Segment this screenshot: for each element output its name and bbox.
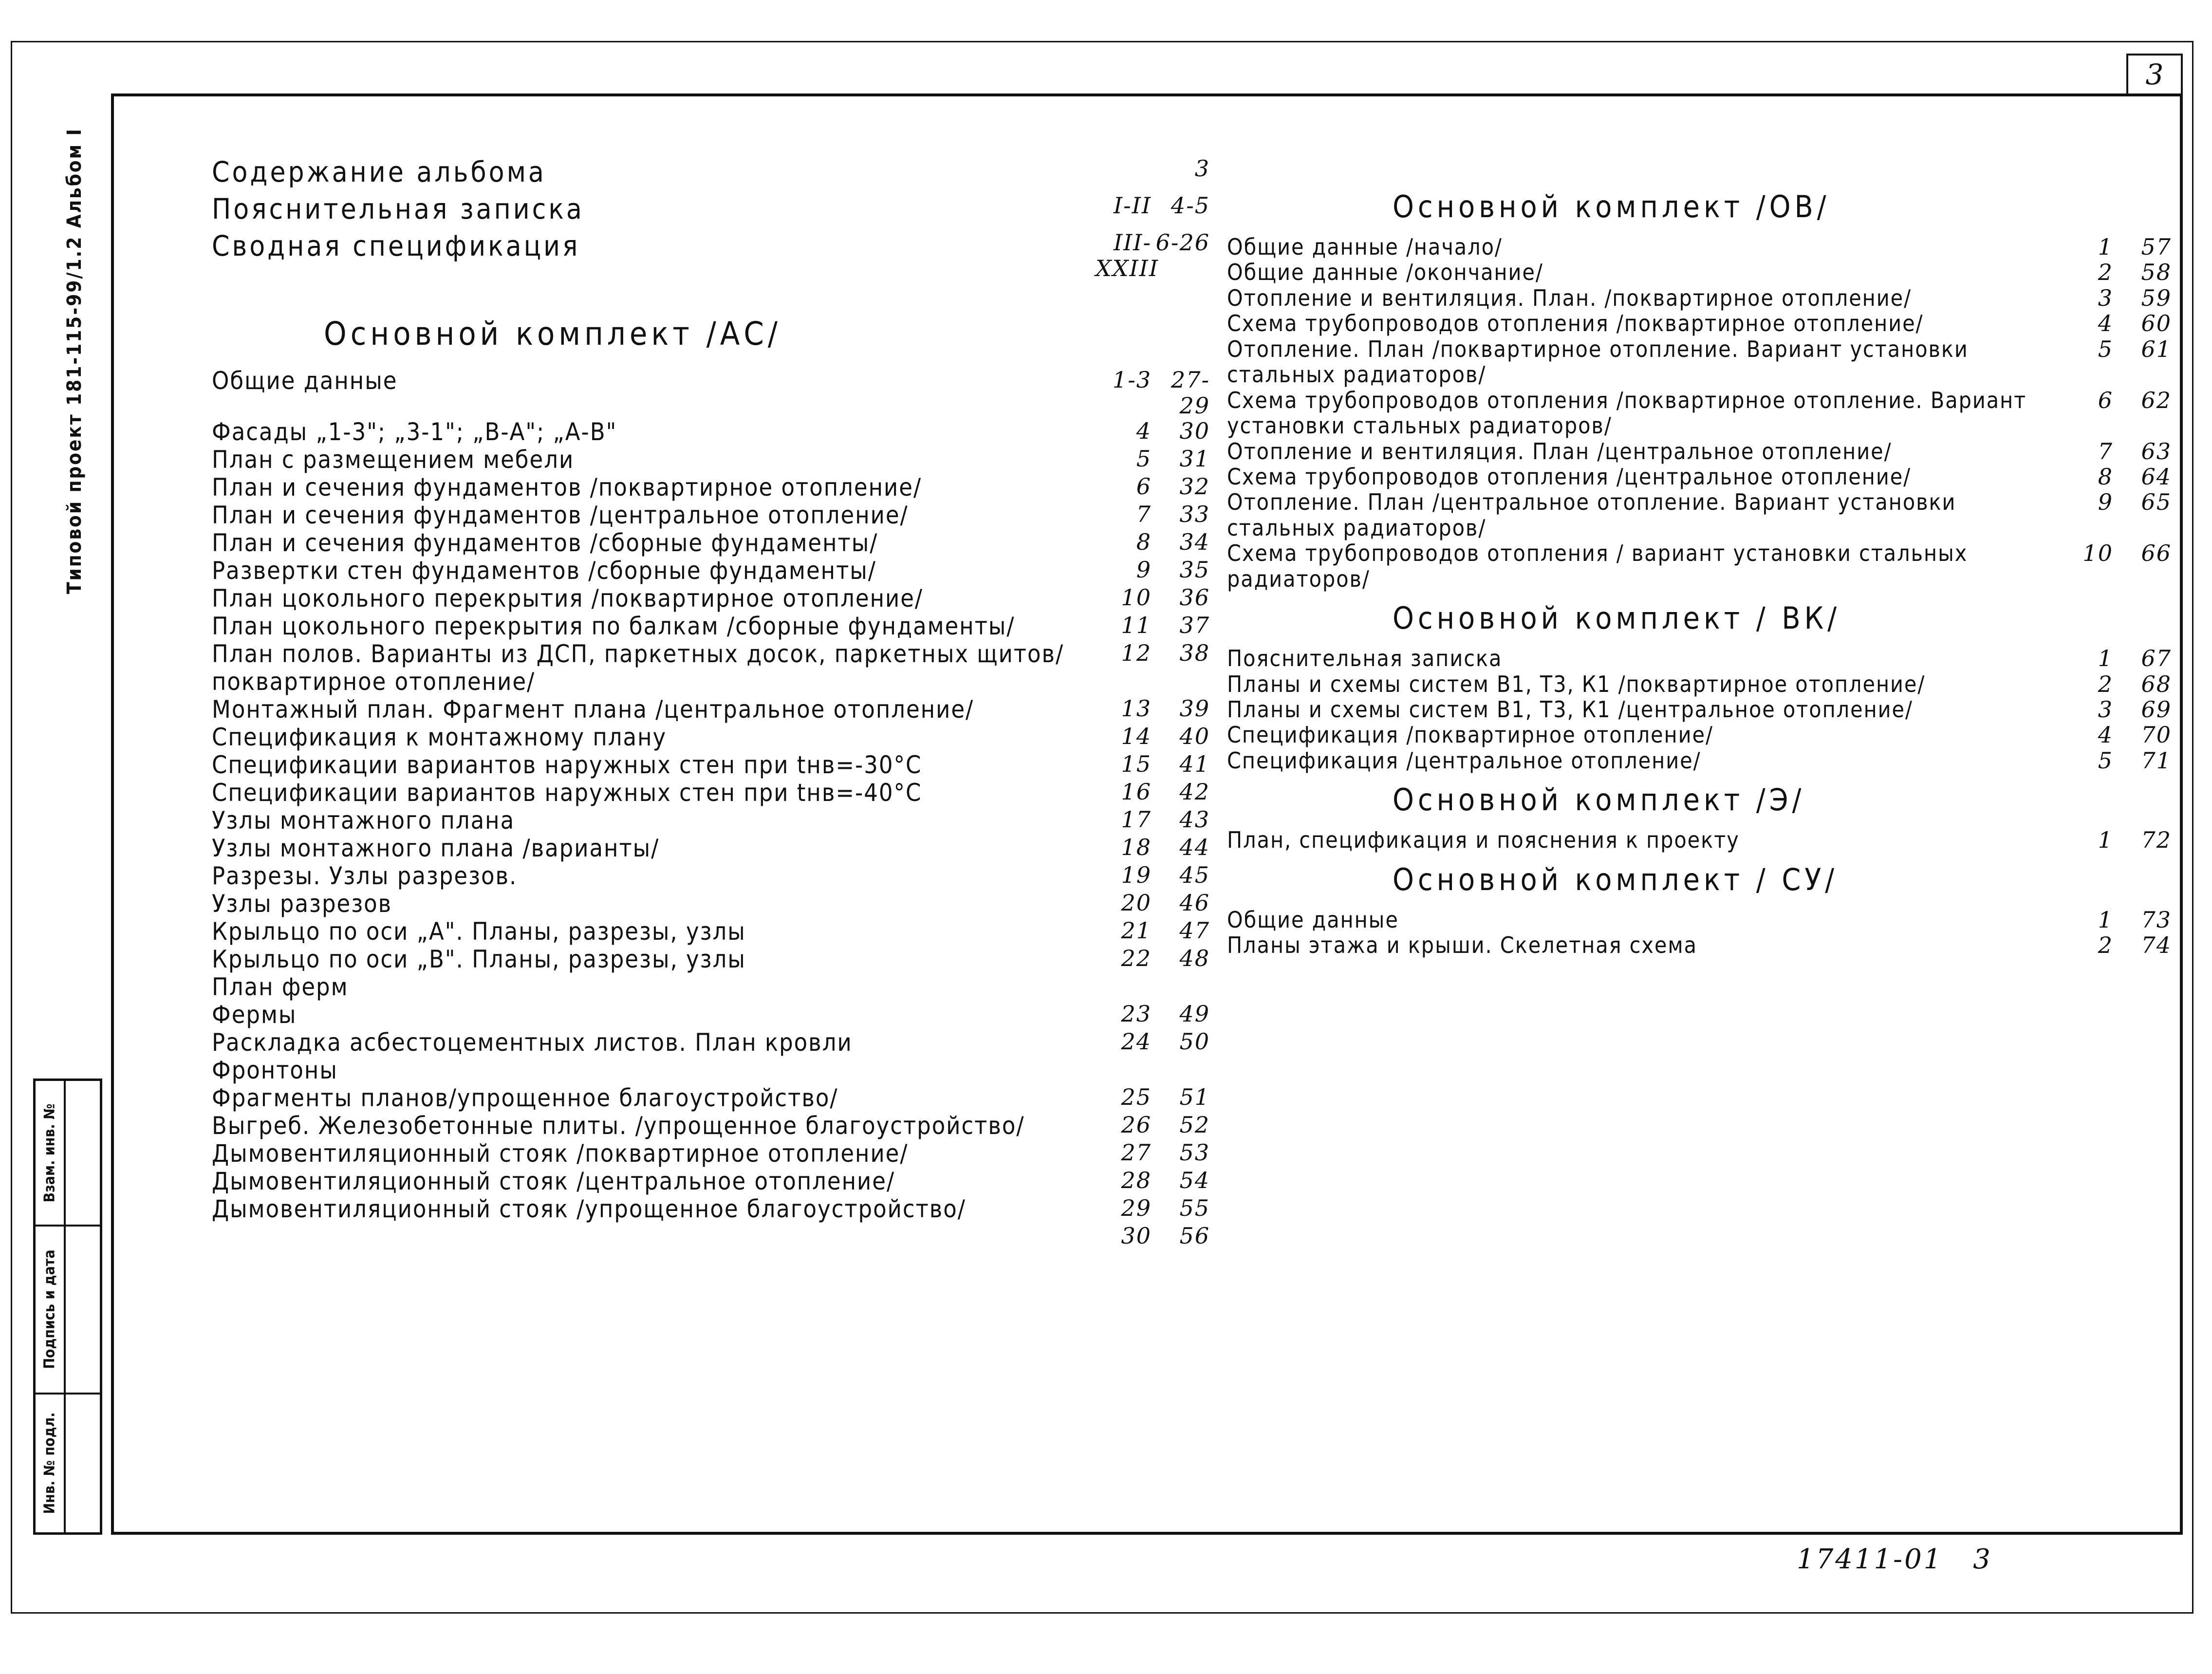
item-page: 40: [1179, 723, 1210, 749]
list-item: [212, 890, 1210, 918]
item-page: 34: [1179, 528, 1210, 555]
item-title: Крыльцо по оси „А". Планы, разрезы, узлы: [212, 917, 746, 946]
document-code-page: 3: [1973, 1544, 1992, 1575]
item-sheet: 3: [2098, 696, 2113, 723]
item-sheet: 4: [2098, 310, 2113, 337]
document-code: [1797, 1544, 1992, 1575]
list-item: [212, 474, 1210, 502]
list-item: [212, 1084, 1210, 1112]
item-page: 51: [1179, 1083, 1210, 1110]
item-page: 67: [2141, 645, 2172, 672]
item-page: 46: [1179, 889, 1210, 916]
item-page: 70: [2141, 722, 2172, 748]
list-item: [212, 1140, 1210, 1168]
list-item: [212, 973, 1210, 1001]
list-item: [212, 367, 1210, 418]
item-page: 41: [1179, 750, 1210, 777]
item-sheet: 10: [2082, 540, 2113, 567]
contents-left-column: [212, 156, 1210, 1248]
item-title: Монтажный план. Фрагмент плана /центральное отопление/: [212, 695, 974, 724]
item-sheet: 12: [1121, 639, 1152, 666]
list-item: [212, 230, 1210, 281]
item-title: Спецификация /центральное отопление/: [1227, 747, 1701, 774]
item-page: 64: [2141, 463, 2172, 490]
item-sheet: 9: [1136, 556, 1152, 583]
item-title: Спецификации вариантов наружных стен при tнв=-30°С: [212, 750, 922, 779]
list-item: [1227, 748, 2172, 773]
item-page: 62: [2141, 387, 2172, 413]
item-sheet: I-II: [1113, 192, 1152, 219]
item-sheet: 1: [2098, 906, 2113, 933]
stamp-label: Инв. № подл.: [41, 1412, 58, 1514]
list-item: [212, 529, 1210, 557]
list-item: [212, 156, 1210, 188]
item-title: Спецификации вариантов наружных стен при tнв=-40°С: [212, 778, 922, 807]
item-title: Узлы разрезов: [212, 889, 392, 918]
item-sheet: 25: [1121, 1083, 1152, 1110]
intro-list: [212, 156, 1210, 281]
item-sheet: 18: [1121, 834, 1152, 860]
item-title: Планы этажа и крыши. Скелетная схема: [1227, 932, 1697, 959]
list-item: [1227, 464, 2172, 489]
list-item: [212, 1168, 1210, 1195]
item-sheet: 2: [2098, 932, 2113, 959]
section-heading: Основной комплект /АС/: [324, 315, 781, 353]
item-page: 50: [1179, 1028, 1210, 1055]
list-item: [212, 1195, 1210, 1223]
item-page: 33: [1179, 501, 1210, 527]
item-title: Отопление и вентиляция. План /центральное отопление/: [1227, 438, 1892, 465]
item-page: 61: [2141, 335, 2172, 362]
item-title: План с размещением мебели: [212, 445, 575, 474]
item-sheet: 1: [2098, 645, 2113, 672]
item-sheet: 30: [1121, 1222, 1152, 1249]
item-title: Крыльцо по оси „В". Планы, разрезы, узлы: [212, 945, 746, 973]
item-title: Фасады „1-3"; „3-1"; „В-А"; „А-В": [212, 417, 617, 446]
item-sheet: 1-3: [1112, 367, 1152, 393]
item-page: 45: [1179, 861, 1210, 888]
item-page: 4-5: [1171, 192, 1210, 219]
item-title: План ферм: [212, 972, 349, 1001]
section-list: [212, 367, 1210, 1248]
item-sheet: 27: [1121, 1139, 1152, 1166]
item-sheet: 5: [2098, 747, 2113, 774]
section-list: [1227, 827, 2172, 853]
item-sheet: 8: [1136, 528, 1152, 555]
section-heading: Основной комплект / СУ/: [1393, 861, 1839, 897]
item-title: Схема трубопроводов отопления /центральное отопление/: [1227, 463, 1912, 490]
list-item: [212, 1057, 1210, 1084]
item-title: Отопление. План /поквартирное отопление. Вариант установки стальных радиаторов/: [1227, 335, 1969, 388]
item-title: Планы и схемы систем В1, Т3, К1 /поквартирное отопление/: [1227, 670, 1926, 697]
list-item: [1227, 234, 2172, 260]
item-sheet: 1: [2098, 234, 2113, 260]
item-title: Схема трубопроводов отопления /поквартирное отопление. Вариант установки стальных радиаторов/: [1227, 387, 2027, 439]
item-title: Схема трубопроводов отопления / вариант установки стальных радиаторов/: [1227, 540, 1968, 592]
item-page: 47: [1179, 917, 1210, 944]
list-item: [212, 835, 1210, 862]
item-sheet: 8: [2098, 463, 2113, 490]
list-item: [1227, 285, 2172, 311]
list-item: [1227, 336, 2172, 388]
item-title: Пояснительная записка: [1227, 645, 1503, 672]
item-page: 65: [2141, 489, 2172, 516]
item-title: План и сечения фундаментов /сборные фундаменты/: [212, 528, 878, 557]
item-sheet: 5: [1136, 445, 1152, 472]
list-item: [1227, 489, 2172, 540]
item-sheet: 16: [1121, 778, 1152, 805]
item-page: 71: [2141, 747, 2172, 774]
stamp-value: [66, 1227, 100, 1392]
item-title: Выгреб. Железобетонные плиты. /упрощенное благоустройство/: [212, 1111, 1025, 1140]
item-sheet: 22: [1121, 945, 1152, 971]
list-item: [1227, 388, 2172, 439]
item-sheet: 14: [1121, 723, 1152, 749]
list-item: [1227, 671, 2172, 697]
item-page: 52: [1179, 1111, 1210, 1138]
item-sheet: 28: [1121, 1167, 1152, 1193]
item-sheet: 11: [1121, 612, 1152, 638]
item-title: Разрезы. Узлы разрезов.: [212, 861, 518, 890]
item-title: Пояснительная записка: [212, 192, 584, 226]
item-title: Фрагменты планов/упрощенное благоустройство/: [212, 1083, 838, 1112]
item-page: 57: [2141, 234, 2172, 260]
item-page: 66: [2141, 540, 2172, 567]
item-title: План и сечения фундаментов /поквартирное отопление/: [212, 473, 922, 502]
section-list: [1227, 234, 2172, 592]
item-sheet: 6: [1136, 473, 1152, 500]
item-sheet: 29: [1121, 1194, 1152, 1221]
item-title: Сводная спецификация: [212, 229, 580, 263]
item-title: План и сечения фундаментов /центральное отопление/: [212, 501, 909, 529]
list-item: [1227, 722, 2172, 747]
list-item: [212, 918, 1210, 946]
item-sheet: 23: [1121, 1000, 1152, 1027]
contents-right-column: [1227, 180, 2172, 958]
list-item: [212, 862, 1210, 890]
list-item: [1227, 260, 2172, 285]
stamp-value: [66, 1081, 100, 1225]
list-item: [1227, 827, 2172, 853]
item-title: Спецификация /поквартирное отопление/: [1227, 722, 1713, 748]
list-item: [212, 418, 1210, 446]
list-item: [212, 1112, 1210, 1140]
item-sheet: 4: [1136, 417, 1152, 444]
item-page: 43: [1179, 806, 1210, 833]
list-item: [212, 807, 1210, 835]
list-item: [1227, 540, 2172, 592]
item-title: Содержание альбома: [212, 155, 546, 188]
item-title: Узлы монтажного плана /варианты/: [212, 834, 660, 862]
item-title: Узлы монтажного плана: [212, 806, 515, 835]
item-sheet: 2: [2098, 670, 2113, 697]
item-page: 6-26: [1155, 229, 1210, 256]
item-page: 58: [2141, 259, 2172, 286]
list-item: [212, 1029, 1210, 1057]
item-page: 3: [1194, 155, 1210, 182]
item-sheet: 9: [2098, 489, 2113, 516]
stamp-label: Взам. инв. №: [41, 1103, 58, 1203]
item-sheet: 19: [1121, 861, 1152, 888]
list-item: [212, 751, 1210, 779]
item-title: Фермы: [212, 1000, 297, 1029]
list-item: [212, 446, 1210, 474]
item-title: Схема трубопроводов отопления /поквартирное отопление/: [1227, 310, 1924, 337]
item-sheet: 1: [2098, 827, 2113, 854]
item-title: Раскладка асбестоцементных листов. План кровли: [212, 1028, 853, 1057]
item-page: 48: [1179, 945, 1210, 971]
item-title: Общие данные /начало/: [1227, 234, 1503, 260]
list-item: [212, 946, 1210, 973]
section-list: [1227, 907, 2172, 958]
list-item: [1227, 311, 2172, 336]
list-item: [212, 193, 1210, 225]
document-code-number: 17411-01: [1797, 1544, 1943, 1575]
stamp-cell: [36, 1081, 100, 1227]
item-sheet: 4: [2098, 722, 2113, 748]
item-page: 31: [1179, 445, 1210, 472]
item-page: 49: [1179, 1000, 1210, 1027]
item-sheet: 7: [1136, 501, 1152, 527]
list-item: [212, 640, 1210, 696]
list-item: [212, 779, 1210, 807]
stamp-table: [33, 1079, 102, 1535]
item-page: 63: [2141, 438, 2172, 465]
item-page: 39: [1179, 695, 1210, 722]
item-sheet: 20: [1121, 889, 1152, 916]
item-page: 59: [2141, 284, 2172, 311]
item-sheet: 3: [2098, 284, 2113, 311]
item-page: 53: [1179, 1139, 1210, 1166]
item-page: 35: [1179, 556, 1210, 583]
item-title: План цокольного перекрытия по балкам /сборные фундаменты/: [212, 612, 1015, 640]
item-page: 27-29: [1171, 367, 1210, 419]
item-title: Дымовентиляционный стояк /поквартирное отопление/: [212, 1139, 909, 1168]
item-title: Фронтоны: [212, 1056, 338, 1084]
side-title: Типовой проект 181-115-99/1.2 Альбом I: [63, 128, 86, 594]
stamp-value: [66, 1395, 100, 1532]
item-title: Дымовентиляционный стояк /центральное отопление/: [212, 1167, 895, 1195]
stamp-cell: [36, 1395, 100, 1532]
list-item: [1227, 907, 2172, 932]
item-sheet: 13: [1121, 695, 1152, 722]
item-title: План, спецификация и пояснения к проекту: [1227, 827, 1740, 854]
item-title: План полов. Варианты из ДСП, паркетных досок, паркетных щитов/поквартирное отопление/: [212, 639, 1064, 696]
item-title: Развертки стен фундаментов /сборные фундаменты/: [212, 556, 876, 585]
item-sheet: 10: [1121, 584, 1152, 611]
item-page: 73: [2141, 906, 2172, 933]
list-item: [1227, 439, 2172, 464]
item-title: Общие данные: [1227, 906, 1399, 933]
list-item: [212, 1001, 1210, 1029]
item-page: 72: [2141, 827, 2172, 854]
item-page: 74: [2141, 932, 2172, 959]
item-page: 44: [1179, 834, 1210, 860]
section-heading: Основной комплект /Э/: [1393, 782, 1805, 818]
item-title: Общие данные: [212, 367, 398, 395]
list-item: [212, 696, 1210, 724]
item-page: 68: [2141, 670, 2172, 697]
item-page: 60: [2141, 310, 2172, 337]
list-item: [212, 1223, 1210, 1248]
item-sheet: 6: [2098, 387, 2113, 413]
item-sheet: III-XXIII: [1096, 229, 1159, 281]
item-page: 55: [1179, 1194, 1210, 1221]
stamp-label: Подпись и дата: [41, 1249, 58, 1370]
section-heading: Основной комплект / ВК/: [1393, 600, 1841, 636]
item-sheet: 7: [2098, 438, 2113, 465]
item-sheet: 15: [1121, 750, 1152, 777]
list-item: [1227, 697, 2172, 722]
item-page: 36: [1179, 584, 1210, 611]
item-sheet: 2: [2098, 259, 2113, 286]
list-item: [1227, 646, 2172, 671]
item-page: 42: [1179, 778, 1210, 805]
section-list: [1227, 646, 2172, 773]
item-page: 30: [1179, 417, 1210, 444]
item-title: Спецификация к монтажному плану: [212, 723, 667, 751]
item-title: Дымовентиляционный стояк /упрощенное благоустройство/: [212, 1194, 966, 1223]
item-sheet: 21: [1121, 917, 1152, 944]
item-title: Планы и схемы систем В1, Т3, К1 /центральное отопление/: [1227, 696, 1913, 723]
item-title: Общие данные /окончание/: [1227, 259, 1543, 286]
list-item: [212, 724, 1210, 751]
list-item: [1227, 932, 2172, 958]
item-sheet: 26: [1121, 1111, 1152, 1138]
item-page: 32: [1179, 473, 1210, 500]
stamp-cell: [36, 1227, 100, 1394]
item-sheet: 5: [2098, 335, 2113, 362]
item-title: План цокольного перекрытия /поквартирное отопление/: [212, 584, 924, 613]
list-item: [212, 585, 1210, 613]
item-sheet: 24: [1121, 1028, 1152, 1055]
item-sheet: 17: [1121, 806, 1152, 833]
item-page: 54: [1179, 1167, 1210, 1193]
list-item: [212, 502, 1210, 529]
item-title: Отопление. План /центральное отопление. Вариант установки стальных радиаторов/: [1227, 489, 1956, 541]
item-page: 38: [1179, 639, 1210, 666]
item-title: Отопление и вентиляция. План. /поквартирное отопление/: [1227, 284, 1912, 311]
sheet-number: 3: [2126, 54, 2183, 93]
item-page: 56: [1179, 1222, 1210, 1249]
list-item: [212, 557, 1210, 585]
list-item: [212, 613, 1210, 640]
item-page: 37: [1179, 612, 1210, 638]
section-heading: Основной комплект /ОВ/: [1393, 189, 1830, 224]
item-page: 69: [2141, 696, 2172, 723]
